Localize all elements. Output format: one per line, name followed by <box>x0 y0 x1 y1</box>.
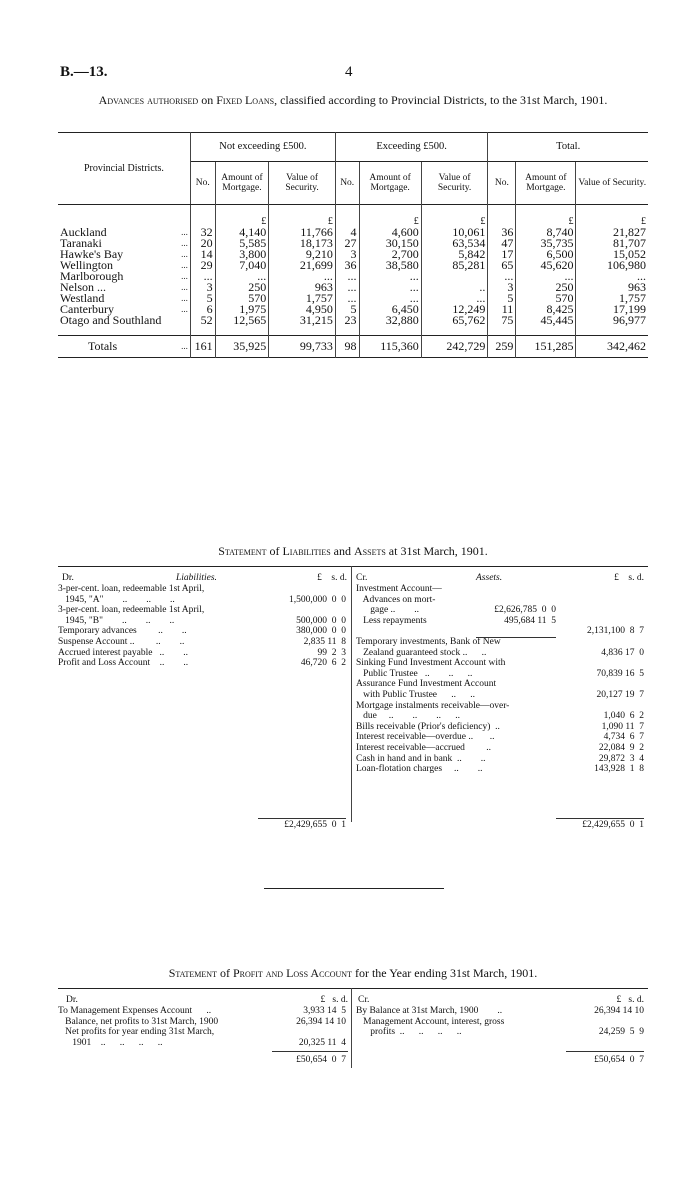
liabilities-left-total: £2,429,655 0 1 <box>284 820 346 830</box>
liab-title-d: and <box>330 544 354 558</box>
ledger-row <box>58 648 348 659</box>
ledger-amount: 70,839 16 5 <box>596 668 644 679</box>
ledger-text: Accrued interest payable .. .. <box>58 647 189 658</box>
sub-header-value: Value of Security. <box>421 162 488 205</box>
leader-dots: ... <box>181 270 188 281</box>
page-number: 4 <box>345 64 353 80</box>
cell-a1: 5,585 <box>215 238 269 249</box>
district-name: Wellington <box>60 257 114 272</box>
ledger-row <box>356 701 646 712</box>
cell-v1: 18,173 <box>269 238 336 249</box>
ledger-text: Sinking Fund Investment Account with <box>356 658 506 669</box>
cell-n1: 52 <box>190 315 215 326</box>
ledger-row <box>356 626 646 637</box>
currency-symbol: £ <box>269 205 336 227</box>
cell-n3: 65 <box>488 260 516 271</box>
ledger-row <box>356 648 646 659</box>
district-name: Canterbury <box>60 301 114 316</box>
cell-n3: 5 <box>488 293 516 304</box>
sub-header-no: No. <box>488 162 516 205</box>
ledger-text: Balance, net profits to 31st March, 1900 <box>58 1016 219 1027</box>
cell-n1: 5 <box>190 293 215 304</box>
ledger-text: Investment Account— <box>356 584 442 594</box>
cell-a3: 570 <box>516 293 576 304</box>
assets-lsd-header: £ s. d. <box>614 573 644 583</box>
district-name: Westland <box>60 290 105 305</box>
ledger-row <box>356 669 646 680</box>
ledger-row <box>356 679 646 690</box>
ledger-row <box>356 584 646 595</box>
ledger-amount: 143,928 1 8 <box>594 764 644 775</box>
cell-v2: 5,842 <box>421 249 488 260</box>
profit-cr-label: Cr. <box>358 995 370 1005</box>
ledger-amount: 29,872 3 4 <box>598 753 644 764</box>
assets-cr-label: Cr. <box>356 573 368 583</box>
sub-header-no: No. <box>335 162 359 205</box>
cell-n2: 23 <box>335 315 359 326</box>
ledger-row <box>58 1017 348 1028</box>
cell-a2: 38,580 <box>359 260 421 271</box>
table-row <box>58 315 648 326</box>
ledger-amount: 26,394 14 10 <box>296 1016 346 1027</box>
liabilities-left-list <box>58 584 348 669</box>
cell-n2: 27 <box>335 238 359 249</box>
assets-heading: Assets. <box>476 573 503 583</box>
ledger-row <box>58 595 348 606</box>
cell-a1: 250 <box>215 282 269 293</box>
advances-title-part-c: Fixed Loans <box>216 93 275 107</box>
ledger-row <box>356 595 646 606</box>
cell-a3: 250 <box>516 282 576 293</box>
liabilities-title <box>58 544 648 559</box>
cell-a2: 2,700 <box>359 249 421 260</box>
assets-right-total-rule <box>556 818 644 819</box>
ledger-row <box>356 711 646 722</box>
cell-v1: 21,699 <box>269 260 336 271</box>
cell-v1: 4,950 <box>269 304 336 315</box>
ledger-row <box>356 743 646 754</box>
ledger-text: Management Account, interest, gross <box>356 1016 505 1027</box>
liabilities-dr-label: Dr. <box>62 573 74 583</box>
ledger-text: Interest receivable—accrued .. <box>356 742 492 753</box>
cell-v1: 31,215 <box>269 315 336 326</box>
profit-title <box>58 966 648 981</box>
liab-title-b: of <box>266 544 283 558</box>
ledger-row <box>356 764 646 775</box>
cell-v2: ... <box>421 293 488 304</box>
ledger-row <box>356 616 646 627</box>
ledger-text: Assurance Fund Investment Account <box>356 679 497 690</box>
ledger-row <box>58 626 348 637</box>
cell-n3: 47 <box>488 238 516 249</box>
cell-a2: 115,360 <box>359 336 421 358</box>
pl-title-b: of <box>216 966 233 980</box>
profit-top-rule <box>58 988 648 989</box>
ledger-amount: 20,127 19 7 <box>596 689 644 700</box>
cell-a3: 8,740 <box>516 227 576 238</box>
cell-a1: 12,565 <box>215 315 269 326</box>
advances-title <box>58 93 648 108</box>
cell-a2: 6,450 <box>359 304 421 315</box>
ledger-row <box>356 1017 646 1028</box>
ledger-text: with Public Trustee .. .. <box>356 689 476 700</box>
cell-v3: 1,757 <box>576 293 648 304</box>
cell-v3: 96,977 <box>576 315 648 326</box>
sub-header-no: No. <box>190 162 215 205</box>
ledger-amount: 20,325 11 4 <box>298 1037 346 1048</box>
ledger-amount: 380,000 0 0 <box>296 626 346 637</box>
ledger-row <box>356 637 646 648</box>
profit-right-lsd: £ s. d. <box>616 995 644 1005</box>
ledger-text: gage .. .. <box>356 605 420 616</box>
cell-a2: ... <box>359 271 421 282</box>
ledger-text: Advances on mort- <box>356 594 436 605</box>
ledger-inner-amount: £2,626,785 0 0 <box>494 605 556 616</box>
district-name: Marlborough <box>60 268 124 283</box>
cell-n2: 5 <box>335 304 359 315</box>
profit-right-list <box>356 1006 646 1038</box>
leader-dots: ... <box>181 259 188 270</box>
cell-n3: 36 <box>488 227 516 238</box>
cell-v3: 963 <box>576 282 648 293</box>
cell-n1: 161 <box>190 336 215 358</box>
cell-a3: 45,445 <box>516 315 576 326</box>
ledger-amount: 4,734 6 7 <box>603 732 644 743</box>
cell-v2: 10,061 <box>421 227 488 238</box>
ledger-text: Public Trustee .. .. .. <box>356 668 473 679</box>
cell-n1: 3 <box>190 282 215 293</box>
cell-a1: 1,975 <box>215 304 269 315</box>
ledger-row <box>58 584 348 595</box>
ledger-amount: 26,394 14 10 <box>594 1006 644 1016</box>
currency-symbol: £ <box>516 205 576 227</box>
ledger-amount: 22,084 9 2 <box>598 742 644 753</box>
cell-v3: 81,707 <box>576 238 648 249</box>
cell-a1: 7,040 <box>215 260 269 271</box>
cell-a2: 32,880 <box>359 315 421 326</box>
ledger-text: 3-per-cent. loan, redeemable 1st April, <box>58 605 205 616</box>
ledger-amount: 500,000 0 0 <box>296 615 346 626</box>
cell-a2: 30,150 <box>359 238 421 249</box>
cell-v2: 242,729 <box>421 336 488 358</box>
cell-v2: 85,281 <box>421 260 488 271</box>
cell-v3: 106,980 <box>576 260 648 271</box>
cell-v3: ... <box>576 271 648 282</box>
ledger-text: Suspense Account .. .. .. <box>58 636 185 647</box>
cell-n3: ... <box>488 271 516 282</box>
ledger-row <box>58 1038 348 1049</box>
cell-v3: 342,462 <box>576 336 648 358</box>
leader-dots: ... <box>181 248 188 259</box>
liabilities-lsd-header: £ s. d. <box>317 573 347 583</box>
profit-right-total: £50,654 0 7 <box>594 1055 644 1065</box>
cell-v1: 9,210 <box>269 249 336 260</box>
pl-title-a: Statement <box>168 966 217 980</box>
ledger-row <box>356 1027 646 1038</box>
liabilities-left-total-rule <box>258 818 346 819</box>
profit-dr-label: Dr. <box>66 995 78 1005</box>
cell-v1: 1,757 <box>269 293 336 304</box>
ledger-text: Temporary investments, Bank of New <box>356 636 501 647</box>
ledger-row <box>58 605 348 616</box>
cell-v2: 12,249 <box>421 304 488 315</box>
cell-n1: 29 <box>190 260 215 271</box>
sub-header-value: Value of Security. <box>576 162 648 205</box>
ledger-amount: 1,040 6 2 <box>603 711 644 722</box>
ledger-amount: 46,720 6 2 <box>300 658 346 669</box>
ledger-row <box>356 732 646 743</box>
sub-header-amount: Amount of Mortgage. <box>516 162 576 205</box>
cell-a3: ... <box>516 271 576 282</box>
district-name: Nelson ... <box>60 279 106 294</box>
ledger-text: Loan-flotation charges .. .. <box>356 764 483 775</box>
ledger-amount: 2,131,100 8 7 <box>587 626 644 637</box>
liab-title-a: Statement <box>218 544 267 558</box>
district-name: Otago and Southland <box>60 312 162 327</box>
group-header-exceeding: Exceeding £500. <box>335 133 488 162</box>
cell-a1: 35,925 <box>215 336 269 358</box>
advances-table <box>58 132 648 358</box>
assets-right-list <box>356 584 646 775</box>
profit-left-lsd: £ s. d. <box>320 995 348 1005</box>
totals-row <box>58 336 648 358</box>
profit-left-total: £50,654 0 7 <box>296 1055 346 1065</box>
cell-n1: ... <box>190 271 215 282</box>
ledger-text: Profit and Loss Account .. .. <box>58 658 189 669</box>
cell-n3: 75 <box>488 315 516 326</box>
cell-n1: 14 <box>190 249 215 260</box>
liabilities-heading: Liabilities. <box>176 573 217 583</box>
cell-n3: 259 <box>488 336 516 358</box>
currency-symbol: £ <box>359 205 421 227</box>
cell-n1: 6 <box>190 304 215 315</box>
ledger-row <box>356 605 646 616</box>
ledger-text: Mortgage instalments receivable—over- <box>356 700 510 711</box>
cell-a3: 151,285 <box>516 336 576 358</box>
ledger-row <box>58 637 348 648</box>
cell-a1: 3,800 <box>215 249 269 260</box>
cell-v1: 99,733 <box>269 336 336 358</box>
ledger-amount: 1,090 11 7 <box>601 721 644 732</box>
ledger-inner-amount: 495,684 11 5 <box>504 615 556 626</box>
ledger-amount: 24,259 5 9 <box>598 1027 644 1038</box>
advances-title-part-a: Advances authorised <box>98 93 199 107</box>
liab-title-c: Liabilities <box>282 544 331 558</box>
leader-dots: ... <box>181 226 188 237</box>
ledger-row <box>356 722 646 733</box>
liab-title-e: Assets <box>354 544 386 558</box>
cell-v2: 65,762 <box>421 315 488 326</box>
cell-a1: 570 <box>215 293 269 304</box>
leader-dots: ... <box>181 237 188 248</box>
profit-left-total-rule <box>272 1051 348 1052</box>
ledger-text: 1945, "B" .. .. .. <box>58 615 175 626</box>
ledger-amount: 2,835 11 8 <box>303 636 346 647</box>
ledger-text: 3-per-cent. loan, redeemable 1st April, <box>58 584 205 594</box>
liab-title-f: at 31st March, 1901. <box>385 544 488 558</box>
cell-v3: 17,199 <box>576 304 648 315</box>
cell-n3: 3 <box>488 282 516 293</box>
page-reference: B.—13. <box>60 64 108 80</box>
ledger-row <box>356 1006 646 1017</box>
cell-v2: .. <box>421 282 488 293</box>
pl-title-c: Profit and Loss Account <box>232 966 352 980</box>
cell-n2: 3 <box>335 249 359 260</box>
cell-n2: ... <box>335 271 359 282</box>
profit-center-rule <box>351 988 352 1068</box>
cell-n2: 4 <box>335 227 359 238</box>
cell-v1: ... <box>269 271 336 282</box>
ledger-text: Net profits for year ending 31st March, <box>58 1027 215 1038</box>
sub-header-amount: Amount of Mortgage. <box>359 162 421 205</box>
cell-n3: 17 <box>488 249 516 260</box>
leader-dots: ... <box>181 303 188 314</box>
cell-v2 <box>421 271 488 282</box>
sub-header-amount: Amount of Mortgage. <box>215 162 269 205</box>
ledger-amount: 99 2 3 <box>317 647 346 658</box>
leader-dots: ... <box>181 341 188 351</box>
cell-v3: 21,827 <box>576 227 648 238</box>
cell-v1: 963 <box>269 282 336 293</box>
ledger-amount: 1,500,000 0 0 <box>289 594 346 605</box>
cell-a2: ... <box>359 282 421 293</box>
ledger-row <box>58 1027 348 1038</box>
leader-dots: ... <box>181 281 188 292</box>
group-header-total: Total. <box>488 133 648 162</box>
pl-title-d: for the Year ending 31st March, 1901. <box>351 966 538 980</box>
ledger-text: Less repayments <box>356 615 427 626</box>
leader-dots: ... <box>181 292 188 303</box>
profit-left-list <box>58 1006 348 1048</box>
ledger-text: Bills receivable (Prior's deficiency) .. <box>356 721 500 732</box>
cell-n1: 32 <box>190 227 215 238</box>
ledger-text: Temporary advances .. .. <box>58 626 187 637</box>
cell-n2: ... <box>335 293 359 304</box>
ledger-row <box>58 616 348 627</box>
district-name: Hawke's Bay <box>60 246 124 261</box>
ledger-row <box>58 658 348 669</box>
cell-n2: 36 <box>335 260 359 271</box>
assets-right-total: £2,429,655 0 1 <box>582 820 644 830</box>
cell-n2: ... <box>335 282 359 293</box>
cell-a1: ... <box>215 271 269 282</box>
cell-a2: ... <box>359 293 421 304</box>
ledger-amount: 4,836 17 0 <box>601 647 644 658</box>
advances-title-part-d: , classified according to Provincial Districts, to the 31st March, 1901. <box>274 93 608 107</box>
ledger-text: due .. .. .. .. <box>356 711 460 722</box>
ledger-text: Zealand guaranteed stock .. .. <box>356 647 487 658</box>
ledger-row <box>356 658 646 669</box>
col-header-district: Provincial Districts. <box>58 133 190 205</box>
cell-v1: 11,766 <box>269 227 336 238</box>
cell-n1: 20 <box>190 238 215 249</box>
ledger-text: To Management Expenses Account .. <box>58 1006 212 1016</box>
assets-subtotal-rule <box>476 637 556 638</box>
ledger-row <box>356 754 646 765</box>
district-name: Auckland <box>60 224 107 239</box>
currency-symbol: £ <box>576 205 648 227</box>
sub-header-value: Value of Security. <box>269 162 336 205</box>
ledger-row <box>58 1006 348 1017</box>
liabilities-top-rule <box>58 566 648 567</box>
ledger-amount: 3,933 14 5 <box>303 1006 346 1016</box>
cell-a1: 4,140 <box>215 227 269 238</box>
cell-v2: 63,534 <box>421 238 488 249</box>
ledger-text: 1945, "A" .. .. .. <box>58 594 175 605</box>
district-name: Taranaki <box>60 235 102 250</box>
advances-title-part-b: on <box>198 93 217 107</box>
section-divider <box>264 888 444 889</box>
ledger-text: profits .. .. .. .. <box>356 1027 462 1038</box>
currency-symbol: £ <box>421 205 488 227</box>
profit-right-total-rule <box>566 1051 644 1052</box>
cell-a3: 45,620 <box>516 260 576 271</box>
ledger-text: Cash in hand and in bank .. .. <box>356 753 486 764</box>
cell-n2: 98 <box>335 336 359 358</box>
ledger-text: Interest receivable—overdue .. .. <box>356 732 495 743</box>
liabilities-center-rule <box>351 566 352 822</box>
spacer-row <box>58 326 648 336</box>
ledger-text: By Balance at 31st March, 1900 .. <box>356 1006 503 1016</box>
cell-a3: 35,735 <box>516 238 576 249</box>
cell-n3: 11 <box>488 304 516 315</box>
group-header-not-exceeding: Not exceeding £500. <box>190 133 335 162</box>
cell-a3: 8,425 <box>516 304 576 315</box>
totals-label: Totals <box>88 339 118 353</box>
ledger-row <box>356 690 646 701</box>
cell-v3: 15,052 <box>576 249 648 260</box>
leader-dots <box>178 315 190 326</box>
cell-a2: 4,600 <box>359 227 421 238</box>
ledger-text: 1901 .. .. .. .. <box>58 1037 163 1048</box>
cell-a3: 6,500 <box>516 249 576 260</box>
currency-symbol: £ <box>215 205 269 227</box>
